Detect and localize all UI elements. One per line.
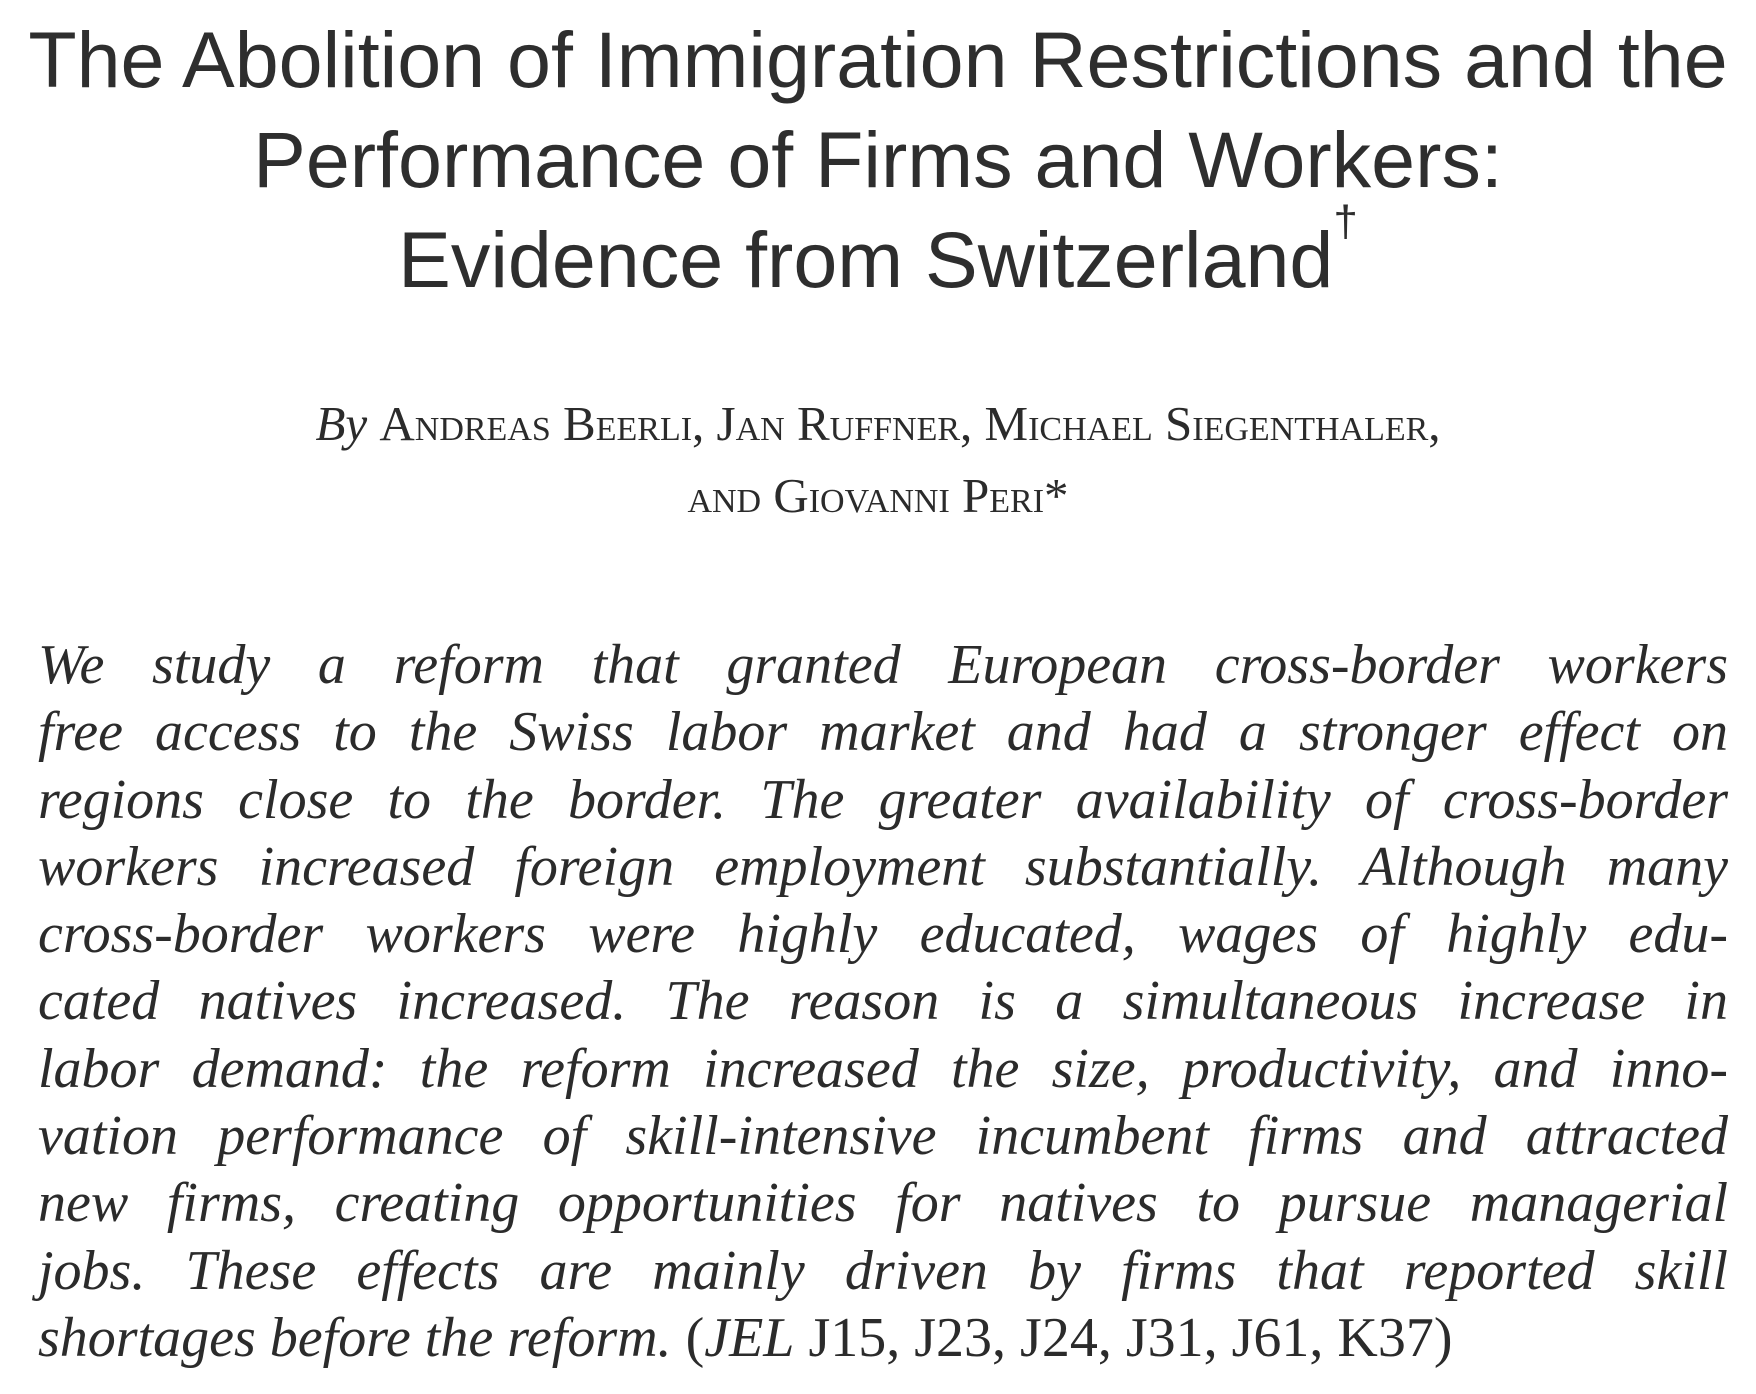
abstract-line: free access to the Swiss labor market and had a stronger effect on [38,701,1728,764]
jel-open: ( [671,1306,705,1369]
title-line-2: Performance of Firms and Workers: [253,115,1503,204]
abstract-line: jobs. These effects are mainly driven by firms that reported skill [38,1239,1728,1302]
abstract-last-text: shortages before the reform. [38,1306,672,1369]
title-line-1: The Abolition of Immigration Restrictions and the [28,15,1728,104]
abstract-line: vation performance of skill-intensive incumbent firms and attracted [38,1105,1728,1168]
author-names-1: Andreas Beerli, Jan Ruffner, Michael Siegenthaler, [379,396,1441,451]
abstract-line: We study a reform that granted European cross-border workers [38,634,1728,696]
abstract-line: labor demand: the reform increased the size, productivity, and inno- [38,1037,1728,1100]
author-asterisk: * [1044,468,1069,523]
abstract [38,632,1728,1372]
jel-label: JEL [704,1306,795,1369]
author-line-2 [0,460,1756,532]
abstract-line: new firms, creating opportunities for natives to pursue managerial [38,1172,1728,1235]
abstract-line: workers increased foreign employment substantially. Although many [38,835,1728,898]
author-list [0,388,1756,532]
abstract-line: cated natives increased. The reason is a simultaneous increase in [38,970,1728,1033]
jel-codes: J15, J23, J24, J31, J61, K37) [794,1306,1453,1369]
abstract-last-line [38,1305,1728,1372]
abstract-line: regions close to the border. The greater availability of cross-border [38,768,1728,831]
title-line-3 [0,197,1756,310]
abstract-line: cross-border workers were highly educated, wages of highly edu- [38,903,1728,966]
by-label: By [315,396,368,451]
title-line-3-text: Evidence from Switzerland [398,215,1334,304]
paper-title [0,10,1756,310]
author-line-1 [0,388,1756,460]
author-names-2: and Giovanni Peri [687,468,1045,523]
title-footnote-mark: † [1333,197,1358,246]
